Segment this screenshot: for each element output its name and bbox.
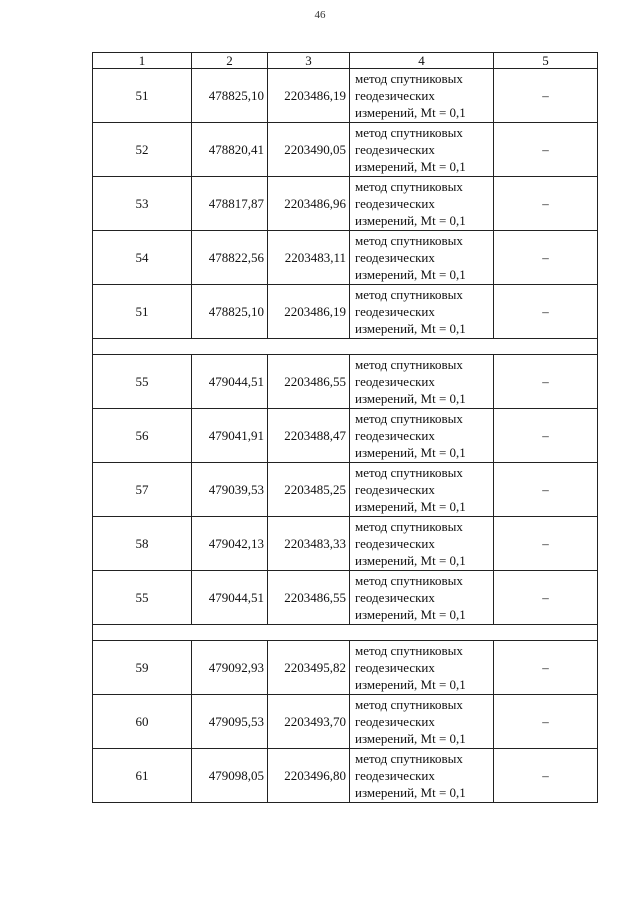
method-line: метод спутниковых	[355, 287, 463, 302]
coord-x-cell: 479044,51	[192, 571, 268, 625]
table-body	[93, 53, 598, 803]
column-header: 2	[192, 53, 268, 69]
method-line: геодезических	[355, 590, 435, 605]
method-line: геодезических	[355, 660, 435, 675]
coord-x-cell: 478817,87	[192, 177, 268, 231]
page-number: 46	[314, 9, 326, 21]
method-line: измерений, Mt = 0,1	[355, 731, 466, 746]
point-number-cell: 59	[93, 641, 192, 695]
coord-y-cell: 2203486,19	[268, 285, 350, 339]
separator-cell	[93, 625, 598, 641]
coord-x-cell: 479098,05	[192, 749, 268, 803]
group-separator-row	[93, 339, 598, 355]
note-cell: –	[494, 355, 598, 409]
coord-x-cell: 479042,13	[192, 517, 268, 571]
table-row	[93, 571, 598, 625]
method-line: геодезических	[355, 88, 435, 103]
method-line: метод спутниковых	[355, 71, 463, 86]
note-cell: –	[494, 641, 598, 695]
point-number-cell: 60	[93, 695, 192, 749]
table-row	[93, 409, 598, 463]
method-line: геодезических	[355, 304, 435, 319]
coord-y-cell: 2203486,19	[268, 69, 350, 123]
table-row	[93, 123, 598, 177]
method-line: метод спутниковых	[355, 233, 463, 248]
method-cell	[350, 571, 494, 625]
coord-y-cell: 2203483,11	[268, 231, 350, 285]
table-row	[93, 463, 598, 517]
column-header: 3	[268, 53, 350, 69]
table-row	[93, 749, 598, 803]
group-separator-row	[93, 625, 598, 641]
coord-x-cell: 478820,41	[192, 123, 268, 177]
method-cell	[350, 177, 494, 231]
note-cell: –	[494, 123, 598, 177]
coord-x-cell: 479039,53	[192, 463, 268, 517]
note-cell: –	[494, 285, 598, 339]
method-cell	[350, 517, 494, 571]
column-header: 4	[350, 53, 494, 69]
point-number-cell: 53	[93, 177, 192, 231]
method-line: измерений, Mt = 0,1	[355, 105, 466, 120]
method-line: метод спутниковых	[355, 179, 463, 194]
coord-y-cell: 2203483,33	[268, 517, 350, 571]
point-number-cell: 57	[93, 463, 192, 517]
point-number-cell: 58	[93, 517, 192, 571]
method-line: геодезических	[355, 428, 435, 443]
table-header-row	[93, 53, 598, 69]
method-line: измерений, Mt = 0,1	[355, 553, 466, 568]
method-line: метод спутниковых	[355, 465, 463, 480]
method-line: метод спутниковых	[355, 519, 463, 534]
note-cell: –	[494, 177, 598, 231]
table-row	[93, 69, 598, 123]
note-cell: –	[494, 409, 598, 463]
coord-x-cell: 479095,53	[192, 695, 268, 749]
coord-x-cell: 479092,93	[192, 641, 268, 695]
method-line: измерений, Mt = 0,1	[355, 321, 466, 336]
table-row	[93, 231, 598, 285]
note-cell: –	[494, 695, 598, 749]
method-line: измерений, Mt = 0,1	[355, 267, 466, 282]
coord-y-cell: 2203488,47	[268, 409, 350, 463]
coord-y-cell: 2203495,82	[268, 641, 350, 695]
coord-y-cell: 2203493,70	[268, 695, 350, 749]
method-line: метод спутниковых	[355, 411, 463, 426]
method-line: геодезических	[355, 142, 435, 157]
method-line: геодезических	[355, 536, 435, 551]
method-line: измерений, Mt = 0,1	[355, 213, 466, 228]
method-cell	[350, 749, 494, 803]
coord-x-cell: 479044,51	[192, 355, 268, 409]
note-cell: –	[494, 517, 598, 571]
coord-y-cell: 2203486,96	[268, 177, 350, 231]
method-line: измерений, Mt = 0,1	[355, 445, 466, 460]
method-cell	[350, 463, 494, 517]
method-line: геодезических	[355, 714, 435, 729]
table-row	[93, 177, 598, 231]
method-line: измерений, Mt = 0,1	[355, 499, 466, 514]
coord-y-cell: 2203485,25	[268, 463, 350, 517]
method-cell	[350, 409, 494, 463]
table-row	[93, 355, 598, 409]
point-number-cell: 55	[93, 355, 192, 409]
table-row	[93, 285, 598, 339]
method-line: метод спутниковых	[355, 751, 463, 766]
method-line: геодезических	[355, 768, 435, 783]
method-line: измерений, Mt = 0,1	[355, 391, 466, 406]
method-line: измерений, Mt = 0,1	[355, 607, 466, 622]
note-cell: –	[494, 571, 598, 625]
point-number-cell: 51	[93, 69, 192, 123]
method-line: метод спутниковых	[355, 125, 463, 140]
method-cell	[350, 641, 494, 695]
note-cell: –	[494, 463, 598, 517]
method-line: геодезических	[355, 250, 435, 265]
method-line: метод спутниковых	[355, 643, 463, 658]
point-number-cell: 56	[93, 409, 192, 463]
method-cell	[350, 285, 494, 339]
note-cell: –	[494, 749, 598, 803]
column-header: 1	[93, 53, 192, 69]
point-number-cell: 51	[93, 285, 192, 339]
point-number-cell: 55	[93, 571, 192, 625]
coord-x-cell: 478822,56	[192, 231, 268, 285]
point-number-cell: 54	[93, 231, 192, 285]
method-line: метод спутниковых	[355, 573, 463, 588]
note-cell: –	[494, 69, 598, 123]
coord-x-cell: 478825,10	[192, 69, 268, 123]
coord-x-cell: 478825,10	[192, 285, 268, 339]
coord-y-cell: 2203486,55	[268, 571, 350, 625]
coord-y-cell: 2203490,05	[268, 123, 350, 177]
coordinates-table	[92, 52, 598, 803]
table-row	[93, 517, 598, 571]
method-line: геодезических	[355, 196, 435, 211]
column-header: 5	[494, 53, 598, 69]
method-line: геодезических	[355, 374, 435, 389]
method-cell	[350, 231, 494, 285]
table-row	[93, 695, 598, 749]
method-cell	[350, 695, 494, 749]
method-line: метод спутниковых	[355, 357, 463, 372]
note-cell: –	[494, 231, 598, 285]
table-row	[93, 641, 598, 695]
coord-x-cell: 479041,91	[192, 409, 268, 463]
coord-y-cell: 2203496,80	[268, 749, 350, 803]
method-cell	[350, 123, 494, 177]
point-number-cell: 61	[93, 749, 192, 803]
method-line: измерений, Mt = 0,1	[355, 785, 466, 800]
method-line: измерений, Mt = 0,1	[355, 159, 466, 174]
method-line: измерений, Mt = 0,1	[355, 677, 466, 692]
coord-y-cell: 2203486,55	[268, 355, 350, 409]
point-number-cell: 52	[93, 123, 192, 177]
separator-cell	[93, 339, 598, 355]
method-cell	[350, 69, 494, 123]
method-line: метод спутниковых	[355, 697, 463, 712]
method-line: геодезических	[355, 482, 435, 497]
method-cell	[350, 355, 494, 409]
